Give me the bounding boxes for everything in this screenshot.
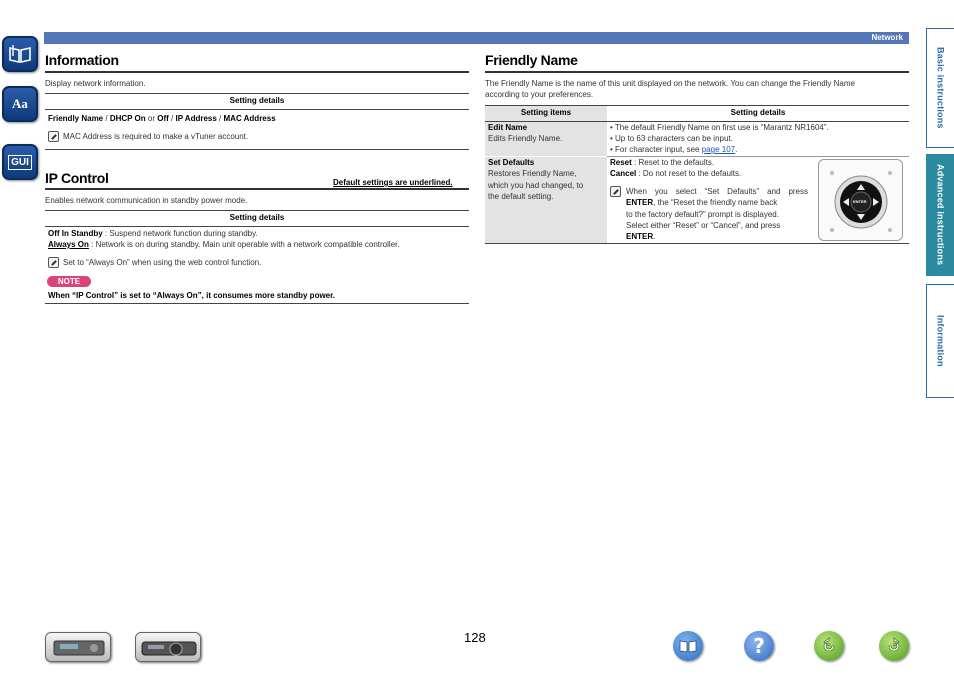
remote-button[interactable] (135, 632, 201, 662)
tab-basic-instructions[interactable]: Basic instructions (926, 28, 954, 148)
memo-icon (48, 257, 59, 268)
memo-line-1: When you select “Set Defaults” and press (626, 187, 808, 196)
back-arrow-icon (819, 636, 839, 656)
bullet-char-input: • For character input, see page 107. (610, 145, 738, 154)
memo-text: Set to “Always On” when using the web control function. (63, 258, 262, 267)
col-setting-details: Setting details (730, 108, 786, 117)
divider (45, 303, 469, 304)
gui-icon[interactable]: GUI (2, 144, 38, 180)
default-settings-note: Default settings are underlined. (333, 178, 453, 187)
option-always-on: Always On : Network is on during standby. Main unit operable with a network compatible controller. (48, 240, 400, 249)
front-panel-button[interactable] (45, 632, 111, 662)
bullet-max-chars: • Up to 63 characters can be input. (610, 134, 733, 143)
divider (485, 243, 909, 244)
item-set-defaults-desc-1: Restores Friendly Name, (488, 169, 577, 178)
divider (45, 226, 469, 227)
divider (45, 109, 469, 110)
help-button[interactable] (744, 631, 774, 661)
memo-icon (48, 131, 59, 142)
amplifier-icon (46, 633, 112, 663)
friendly-name-desc-2: according to your preferences. (485, 90, 594, 99)
contents-button[interactable] (673, 631, 703, 661)
note-text: When “IP Control” is set to “Always On”, it consumes more standby power. (48, 291, 336, 300)
section-label: Network (871, 33, 903, 42)
divider (485, 71, 909, 73)
table-header: Setting details (229, 213, 285, 222)
section-header-bar (44, 32, 909, 44)
memo-text: MAC Address is required to make a vTuner account. (63, 132, 249, 141)
note-badge: NOTE (47, 276, 91, 287)
divider (45, 210, 469, 211)
table-header: Setting details (229, 96, 285, 105)
information-desc: Display network information. (45, 79, 146, 88)
remote-control-icon (136, 633, 202, 663)
option-off-in-standby: Off In Standby : Suspend network function during standby. (48, 229, 258, 238)
contents-icon[interactable] (2, 36, 38, 72)
memo-line-2: ENTER, the “Reset the friendly name back (626, 198, 778, 207)
item-edit-name: Edit Name (488, 123, 528, 132)
item-set-defaults: Set Defaults (488, 158, 535, 167)
book-icon (678, 636, 698, 656)
page-link[interactable]: page 107 (701, 145, 736, 154)
divider (45, 149, 469, 150)
question-icon: ? (753, 634, 765, 658)
divider (45, 71, 469, 73)
back-button[interactable] (814, 631, 844, 661)
forward-arrow-icon (884, 636, 904, 656)
page-number: 128 (464, 630, 486, 645)
friendly-name-desc-1: The Friendly Name is the name of this unit displayed on the network. You can change the Friendly Name (485, 79, 855, 88)
remote-cursor-illustration (818, 159, 903, 241)
col-setting-items: Setting items (520, 108, 572, 117)
enter-label: ENTER (853, 199, 867, 204)
ip-control-title: IP Control (45, 170, 109, 186)
item-edit-name-desc: Edits Friendly Name. (488, 134, 563, 143)
forward-button[interactable] (879, 631, 909, 661)
memo-row (48, 131, 248, 142)
information-title: Information (45, 52, 119, 68)
item-set-defaults-desc-3: the default setting. (488, 192, 554, 201)
option-cancel: Cancel : Do not reset to the defaults. (610, 169, 742, 178)
memo-line-3: to the factory default?” prompt is displayed. (626, 210, 779, 219)
option-reset: Reset : Reset to the defaults. (610, 158, 715, 167)
item-set-defaults-desc-2: which you had changed, to (488, 181, 584, 190)
memo-row (48, 257, 261, 268)
ip-control-desc: Enables network communication in standby power mode. (45, 196, 248, 205)
friendly-name-title: Friendly Name (485, 52, 578, 68)
tab-information[interactable]: Information (926, 284, 954, 398)
information-options: Friendly Name / DHCP On or Off / IP Address / MAC Address (48, 114, 276, 123)
memo-icon (610, 186, 621, 197)
divider (45, 93, 469, 94)
bullet-default-name: • The default Friendly Name on first use is “Marantz NR1604”. (610, 123, 829, 132)
divider (45, 188, 469, 190)
index-icon[interactable]: Aa (2, 86, 38, 122)
tab-advanced-instructions[interactable]: Advanced instructions (926, 154, 954, 276)
memo-line-4: Select either “Reset” or “Cancel”, and press (626, 221, 781, 230)
memo-line-5: ENTER. (626, 232, 656, 241)
